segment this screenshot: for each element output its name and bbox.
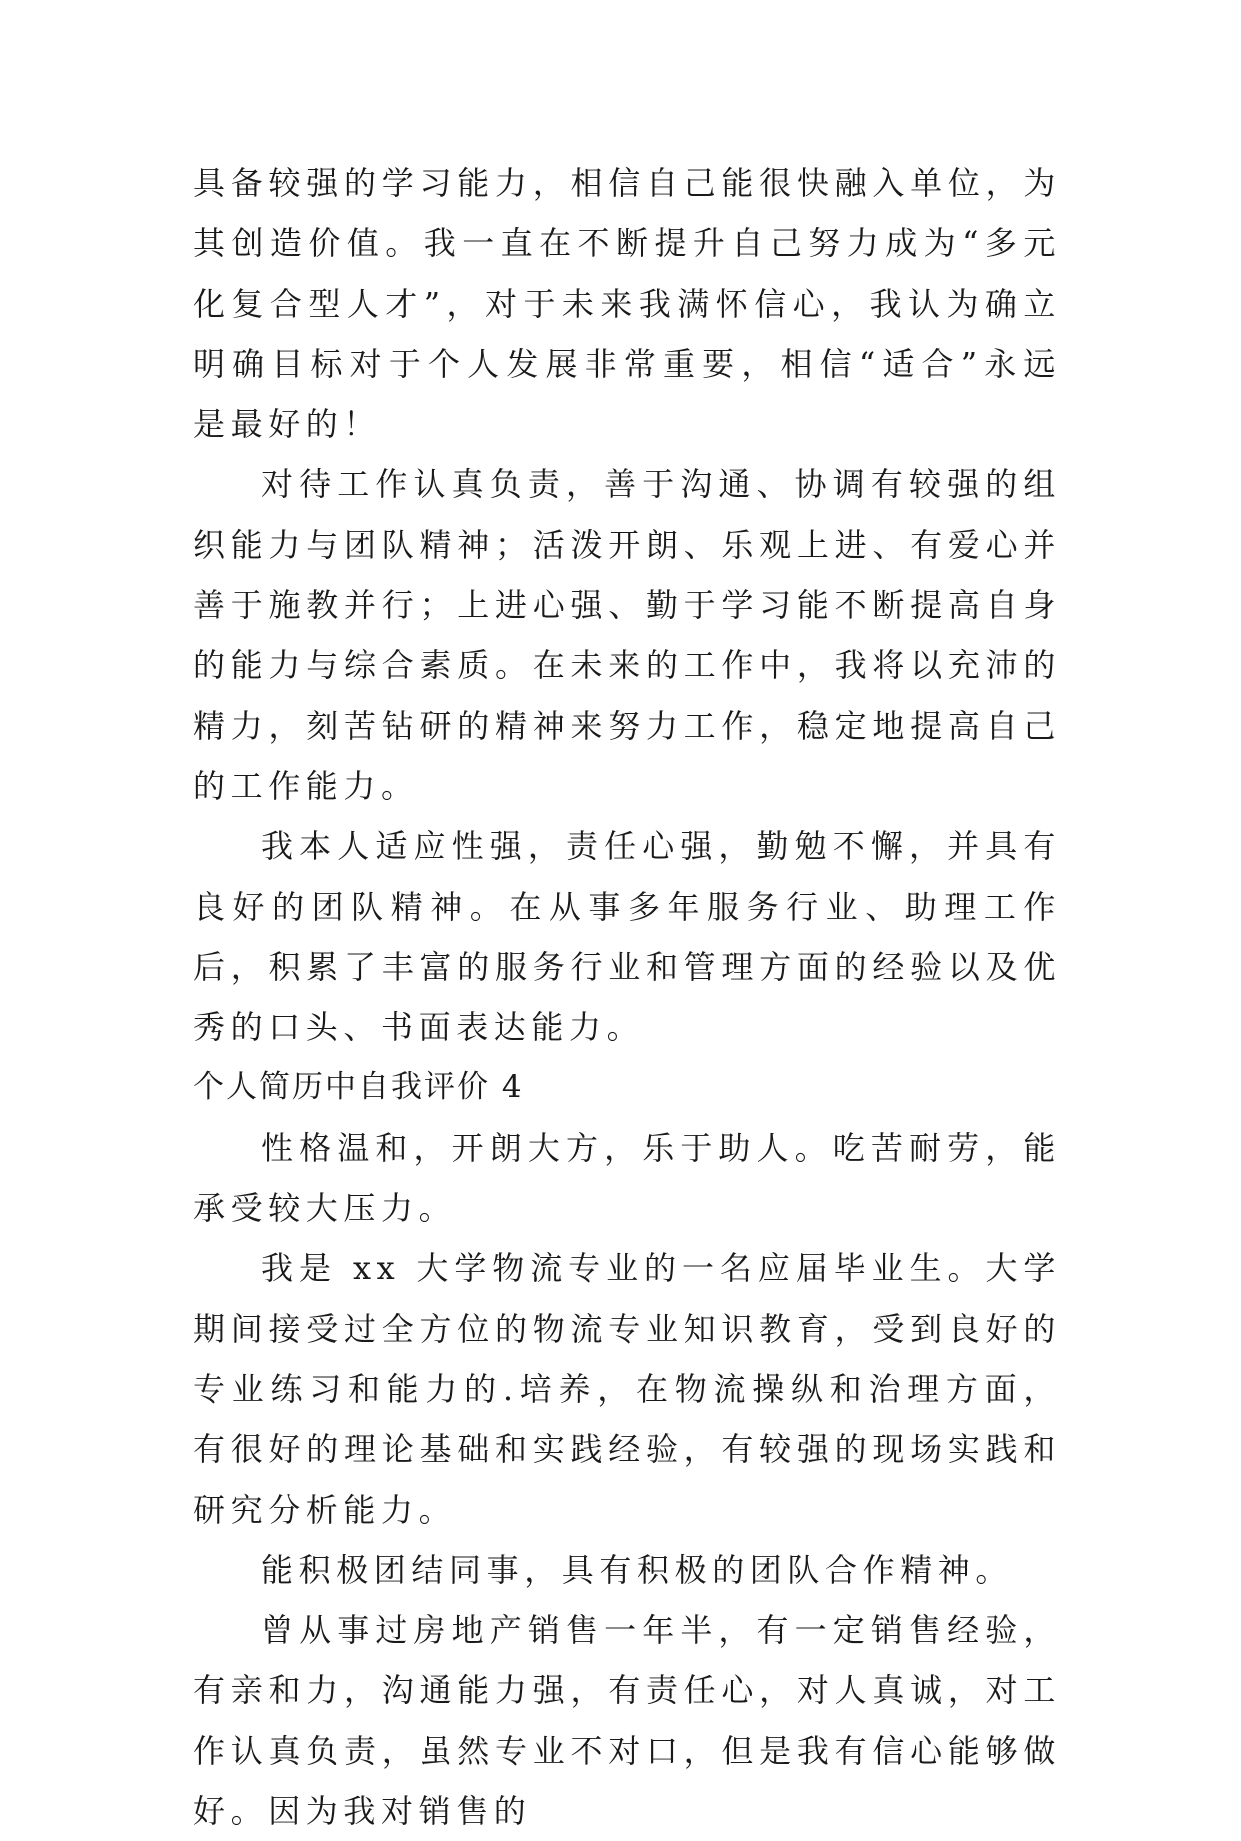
paragraph-teamwork: 能积极团结同事，具有积极的团队合作精神。 [261, 1550, 1014, 1589]
section-heading: 个人简历中自我评价 4 [193, 1069, 524, 1106]
paragraph-adaptability: 我本人适应性强，责任心强，勤勉不懈，并具有良好的团队精神。在从事多年服务行业、助理工作后，积累了丰富的服务行业和管理方面的经验以及优秀的口头、书面表达能力。 [193, 827, 1061, 1047]
paragraph-sales-experience: 曾从事过房地产销售一年半，有一定销售经验，有亲和力，沟通能力强，有责任心，对人真诚，对工作认真负责，虽然专业不对口，但是我有信心能够做好。因为我对销售的 [193, 1611, 1061, 1831]
paragraph-work-attitude: 对待工作认真负责，善于沟通、协调有较强的组织能力与团队精神；活泼开朗、乐观上进、有爱心并善于施教并行；上进心强、勤于学习能不断提高自身的能力与综合素质。在未来的工作中，我将以充沛的精力，刻苦钻研的精神来努力工作，稳定地提高自己的工作能力。 [193, 465, 1061, 805]
paragraph-education: 我是 xx 大学物流专业的一名应届毕业生。大学期间接受过全方位的物流专业知识教育，受到良好的专业练习和能力的.培养，在物流操纵和治理方面，有很好的理论基础和实践经验，有较强的现场实践和研究分析能力。 [193, 1249, 1061, 1529]
paragraph-learning-ability: 具备较强的学习能力，相信自己能很快融入单位，为其创造价值。我一直在不断提升自己努力成为“多元化复合型人才”，对于未来我满怀信心，我认为确立明确目标对于个人发展非常重要，相信“适合”永远是最好的！ [193, 164, 1061, 444]
paragraph-personality: 性格温和，开朗大方，乐于助人。吃苦耐劳，能承受较大压力。 [193, 1128, 1061, 1228]
